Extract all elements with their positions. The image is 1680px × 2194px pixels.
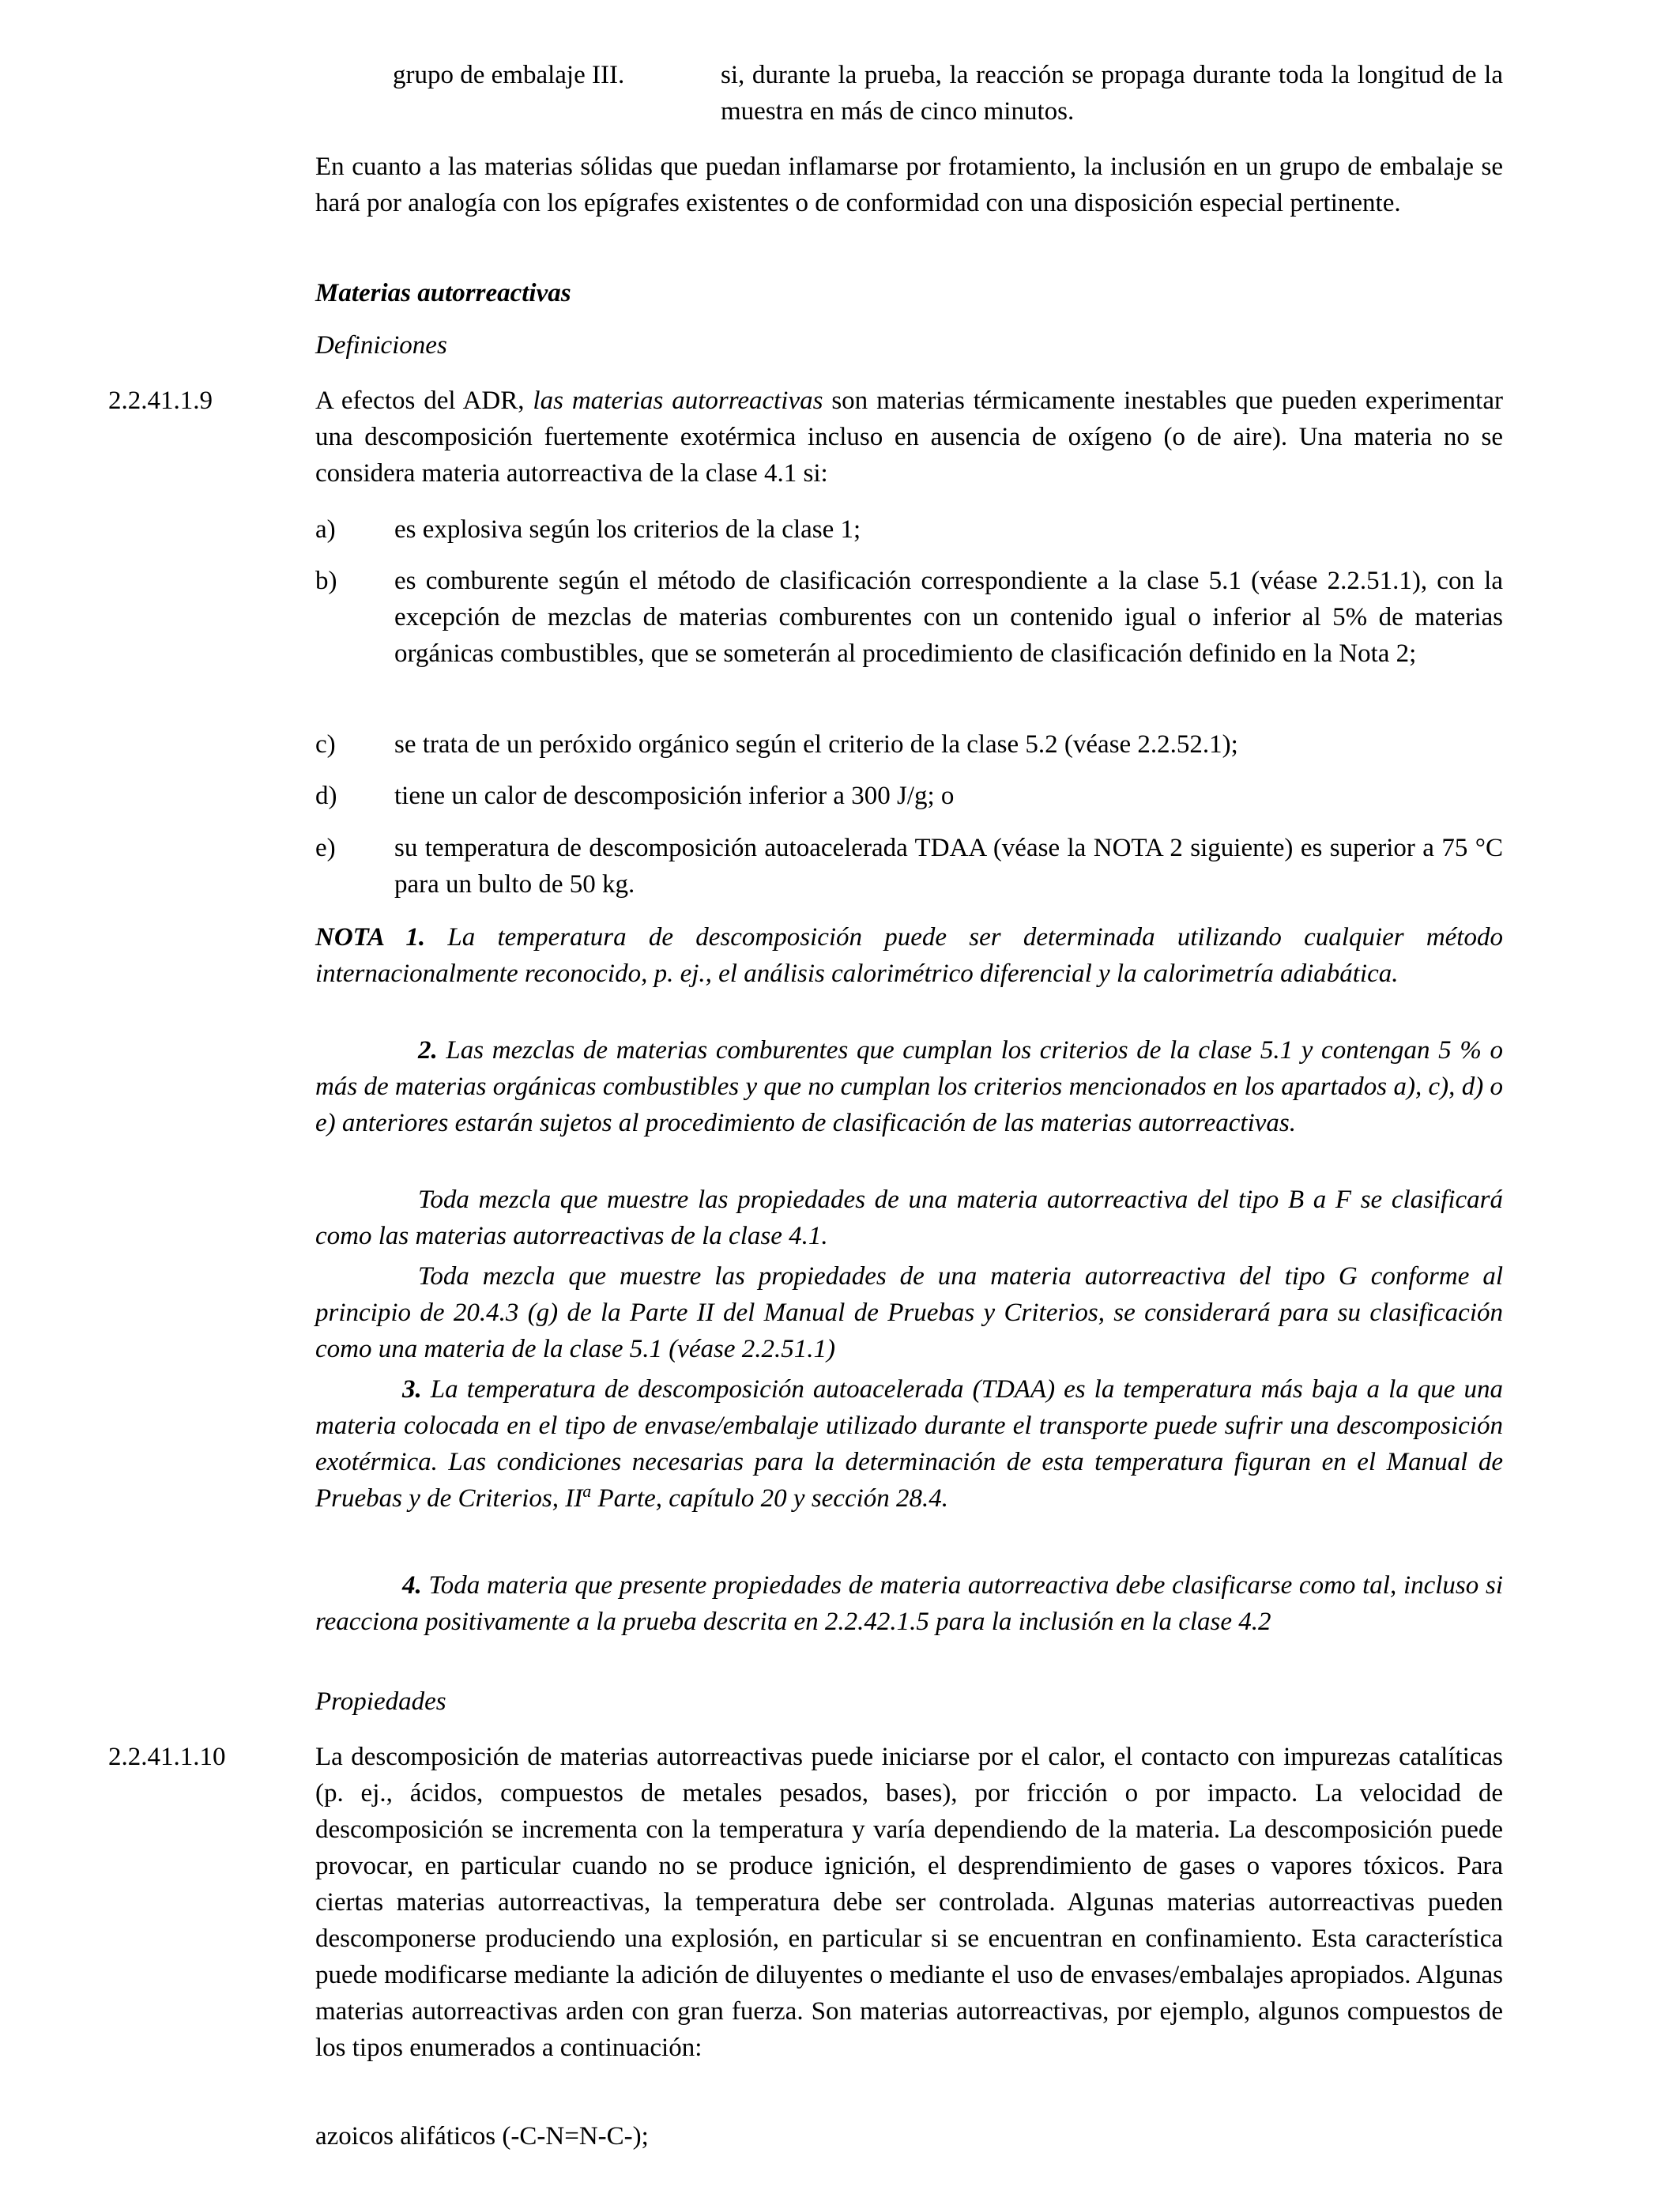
list-text: tiene un calor de descomposición inferior a 300 J/g; o [394, 782, 955, 810]
section-9-text [315, 383, 1503, 492]
note-3 [315, 1371, 1503, 1517]
packing-group-label: grupo de embalaje III. [393, 61, 625, 89]
list-label: b) [315, 567, 337, 595]
paragraph-solids-text: En cuanto a las materias sólidas que puedan inflamarse por frotamiento, la inclusión en un grupo de embalaje se hará por analogía con los epígrafes existentes o de conformidad con una disposición especial pertinente. [315, 153, 1503, 217]
section-number-10: 2.2.41.1.10 [108, 1743, 226, 1771]
note-2-text: Las mezclas de materias comburentes que cumplan los criterios de la clase 5.1 y contengan 5 % o más de materias orgánicas combustibles y que no cumplan los criterios mencionados en los apartados a), c), d) o e) anteriores estarán sujetos al procedimiento de clasificación de las materias autorreactivas. [315, 1036, 1503, 1137]
list-label: a) [315, 515, 336, 544]
list-label: d) [315, 782, 337, 810]
note-2b [315, 1182, 1503, 1254]
list-label: c) [315, 730, 336, 759]
note-3-sup: a [582, 1481, 592, 1501]
list-text: su temperatura de descomposición autoacelerada TDAA (véase la NOTA 2 siguiente) es superior a 75 °C para un bulto de 50 kg. [394, 834, 1503, 899]
note-2 [315, 1032, 1503, 1141]
list-text: se trata de un peróxido orgánico según el criterio de la clase 5.2 (véase 2.2.52.1); [394, 730, 1238, 759]
note-1-label: NOTA 1. [315, 923, 426, 952]
section-10-text [315, 1739, 1503, 2066]
section-10-paragraph: La descomposición de materias autorreactivas puede iniciarse por el calor, el contacto con impurezas catalíticas (p. ej., ácidos, compuestos de metales pesados, bases), por fricción o por impacto. La velocidad de descomposición se incrementa con la temperatura y varía dependiendo de la materia. La descomposición puede provocar, en particular cuando no se produce ignición, el desprendimiento de gases o vapores tóxicos. Para ciertas materias autorreactivas, la temperatura debe ser controlada. Algunas materias autorreactivas pueden descomponerse produciendo una explosión, en particular si se encuentran en confinamiento. Esta característica puede modificarse mediante la adición de diluyentes o mediante el uso de envases/embalajes apropiados. Algunas materias autorreactivas arden con gran fuerza. Son materias autorreactivas, por ejemplo, algunos compuestos de los tipos enumerados a continuación: [315, 1743, 1503, 2062]
paragraph-solids [315, 149, 1503, 221]
note-4-label: 4. [402, 1571, 422, 1600]
section-9-term: las materias autorreactivas [533, 386, 823, 415]
list-text: es explosiva según los criterios de la clase 1; [394, 515, 861, 544]
heading-definitions: Definiciones [315, 331, 447, 360]
aliphatic-azo-line: azoicos alifáticos (-C-N=N-C-); [315, 2122, 649, 2151]
list-text: es comburente según el método de clasificación correspondiente a la clase 5.1 (véase 2.2.51.1), con la excepción de mezclas de materias comburentes con un contenido igual o inferior al 5% de materias orgánicas combustibles, que se someterán al procedimiento de clasificación definido en la Nota 2; [394, 567, 1503, 668]
note-2c [315, 1258, 1503, 1367]
heading-properties: Propiedades [315, 1687, 446, 1716]
section-number-9: 2.2.41.1.9 [108, 386, 213, 415]
packing-group-text: si, durante la prueba, la reacción se propaga durante toda la longitud de la muestra en más de cinco minutos. [721, 61, 1503, 126]
section-9-post: son materias térmicamente inestables que pueden experimentar una descomposición fuertemente exotérmica incluso en ausencia de oxígeno (o de aire). Una materia no se considera materia autorreactiva de la clase 4.1 si: [315, 386, 1503, 488]
note-3-end: Parte, capítulo 20 y sección 28.4. [591, 1484, 949, 1513]
note-1-text: La temperatura de descomposición puede ser determinada utilizando cualquier método internacionalmente reconocido, p. ej., el análisis calorimétrico diferencial y la calorimetría adiabática. [315, 923, 1503, 988]
note-4 [315, 1567, 1503, 1640]
heading-self-reactive: Materias autorreactivas [315, 279, 571, 307]
note-4-text: Toda materia que presente propiedades de materia autorreactiva debe clasificarse como tal, incluso si reacciona positivamente a la prueba descrita en 2.2.42.1.5 para la inclusión en la clase 4.2 [315, 1571, 1503, 1636]
section-9-pre: A efectos del ADR, [315, 386, 533, 415]
list-label: e) [315, 834, 336, 862]
note-2c-text: Toda mezcla que muestre las propiedades de una materia autorreactiva del tipo G conforme al principio de 20.4.3 (g) de la Parte II del Manual de Pruebas y Criterios, se considerará para su clasificación como una materia de la clase 5.1 (véase 2.2.51.1) [315, 1262, 1503, 1363]
note-2b-text: Toda mezcla que muestre las propiedades de una materia autorreactiva del tipo B a F se clasificará como las materias autorreactivas de la clase 4.1. [315, 1186, 1503, 1250]
note-2-label: 2. [418, 1036, 438, 1065]
note-3-label: 3. [402, 1375, 422, 1404]
note-3-text: La temperatura de descomposición autoacelerada (TDAA) es la temperatura más baja a la que una materia colocada en el tipo de envase/embalaje utilizado durante el transporte puede sufrir una descomposición exotérmica. Las condiciones necesarias para la determinación de esta temperatura figuran en el Manual de Pruebas y de Criterios, II [315, 1375, 1503, 1513]
note-1 [315, 919, 1503, 992]
